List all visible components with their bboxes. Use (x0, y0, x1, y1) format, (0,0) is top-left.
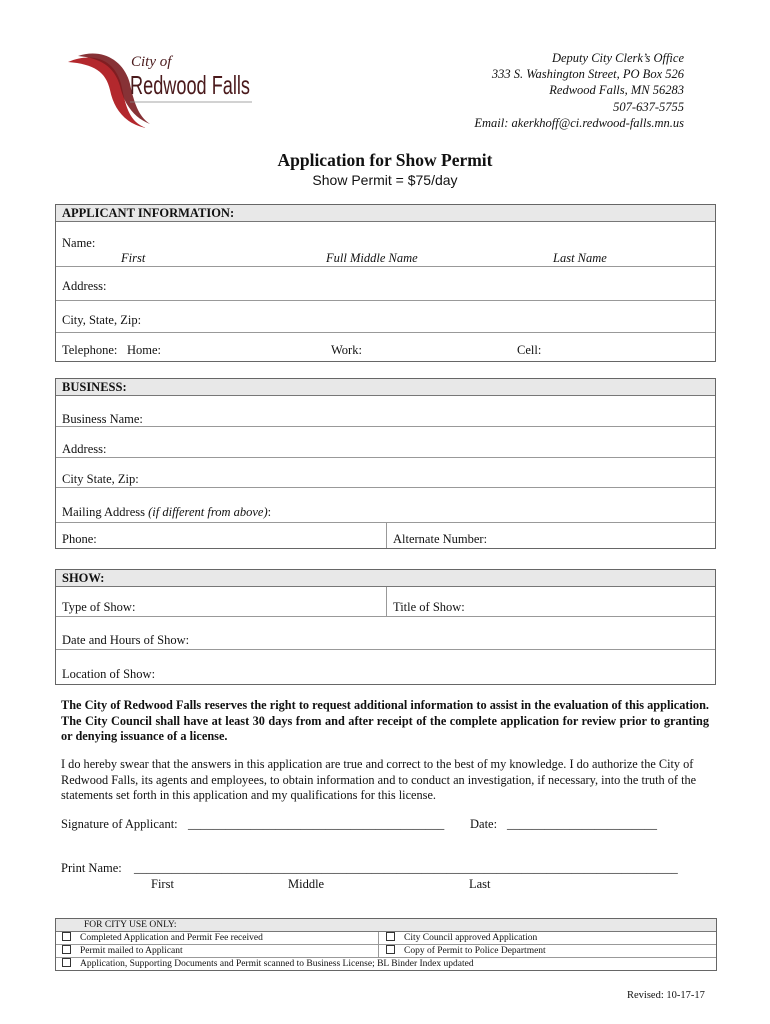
office-line: Deputy City Clerk’s Office (551, 51, 684, 65)
mailing-address-row[interactable] (56, 488, 715, 523)
show-type-label: Type of Show: (62, 600, 136, 614)
first-name-label: First (121, 251, 146, 265)
print-name-line[interactable]: _______________________________________________________________________________________ (134, 861, 678, 875)
city-label: City, State, Zip: (62, 313, 142, 327)
oath-paragraph: I do hereby swear that the answers in this application are true and correct to the best of my knowledge. I do authorize the City of Redwood Falls, its agents and employees, to obtain information and to conduct an investigation, if necessary, into the truth of the statements set forth in this application and my qualifications for this license. (61, 757, 697, 802)
checkbox-icon[interactable] (386, 932, 395, 941)
city-logo (64, 44, 254, 130)
column-divider (378, 932, 379, 944)
city-row[interactable] (56, 301, 715, 333)
section-heading: BUSINESS: (56, 379, 715, 396)
show-section (55, 569, 716, 685)
telephone-label: Telephone: (62, 343, 118, 357)
city-use-heading: FOR CITY USE ONLY: (56, 919, 716, 932)
show-location-row[interactable] (56, 650, 715, 684)
print-middle-label: Middle (288, 877, 325, 891)
telephone-row[interactable] (56, 333, 715, 361)
print-name-label: Print Name: (61, 861, 122, 875)
section-heading: SHOW: (56, 570, 715, 587)
show-date-row[interactable] (56, 617, 715, 650)
business-phone-row[interactable] (56, 523, 715, 548)
business-name-label: Business Name: (62, 412, 143, 426)
business-address-label: Address: (62, 442, 107, 456)
office-line: 507-637-5755 (613, 99, 684, 114)
logo-city-of-text: City of (131, 54, 172, 70)
name-row[interactable] (56, 222, 715, 267)
home-phone-label: Home: (127, 343, 162, 357)
city-use-item[interactable]: Permit mailed to Applicant (62, 945, 183, 957)
middle-name-label: Full Middle Name (326, 251, 418, 265)
column-divider (386, 523, 387, 548)
alternate-number-label: Alternate Number: (393, 532, 488, 546)
show-date-label: Date and Hours of Show: (62, 633, 190, 647)
print-first-label: First (151, 877, 174, 891)
city-use-item[interactable]: Completed Application and Permit Fee received (62, 932, 263, 944)
address-label: Address: (62, 279, 107, 293)
office-address (420, 50, 684, 131)
section-heading: APPLICANT INFORMATION: (56, 205, 715, 222)
office-line: 333 S. Washington Street, PO Box 526 (491, 67, 684, 82)
show-type-row[interactable] (56, 587, 715, 617)
signature-line[interactable]: _________________________________________ (188, 817, 445, 831)
office-line: Redwood Falls, MN 56283 (549, 83, 684, 98)
business-section (55, 378, 716, 549)
document-title: Application for Show Permit (277, 150, 493, 170)
print-last-label: Last (469, 877, 491, 891)
checkbox-icon[interactable] (62, 945, 71, 954)
date-line[interactable]: ________________________ (507, 817, 657, 831)
city-use-item[interactable]: Copy of Permit to Police Department (386, 945, 546, 957)
city-use-row (56, 932, 716, 945)
city-use-item[interactable]: City Council approved Application (386, 932, 537, 944)
show-location-label: Location of Show: (62, 667, 156, 681)
mailing-address-label: Mailing Address (if different from above): (62, 505, 272, 519)
last-name-label: Last Name (553, 251, 607, 265)
checkbox-icon[interactable] (62, 932, 71, 941)
city-use-item[interactable]: Application, Supporting Documents and Permit scanned to Business License; BL Binder Index updated (62, 958, 474, 970)
checkbox-icon[interactable] (62, 958, 71, 967)
revision-date: Revised: 10-17-17 (627, 990, 705, 1001)
notice-paragraph: The City of Redwood Falls reserves the right to request additional information to assist in the evaluation of this application. The City Council shall have at least 30 days from and after receipt of the complete application for review prior to granting or denying issuance of a license. (61, 698, 709, 743)
date-label: Date: (470, 817, 498, 831)
name-label: Name: (62, 236, 96, 250)
column-divider (378, 945, 379, 957)
business-name-row[interactable] (56, 396, 715, 427)
work-phone-label: Work: (331, 343, 362, 357)
column-divider (386, 587, 387, 616)
applicant-section (55, 204, 716, 362)
signature-label: Signature of Applicant: (61, 817, 178, 831)
cell-phone-label: Cell: (517, 343, 542, 357)
business-address-row[interactable] (56, 427, 715, 458)
permit-fee: Show Permit = $75/day (312, 172, 458, 188)
business-city-row[interactable] (56, 458, 715, 488)
city-use-row (56, 945, 716, 958)
business-phone-label: Phone: (62, 532, 97, 546)
business-city-label: City State, Zip: (62, 472, 139, 486)
city-use-row (56, 958, 716, 970)
address-row[interactable] (56, 267, 715, 301)
city-use-table (55, 918, 717, 971)
checkbox-icon[interactable] (386, 945, 395, 954)
office-email: Email: akerkhoff@ci.redwood-falls.mn.us (474, 115, 684, 130)
show-title-label: Title of Show: (393, 600, 465, 614)
logo-name-text: Redwood Falls (130, 70, 250, 100)
